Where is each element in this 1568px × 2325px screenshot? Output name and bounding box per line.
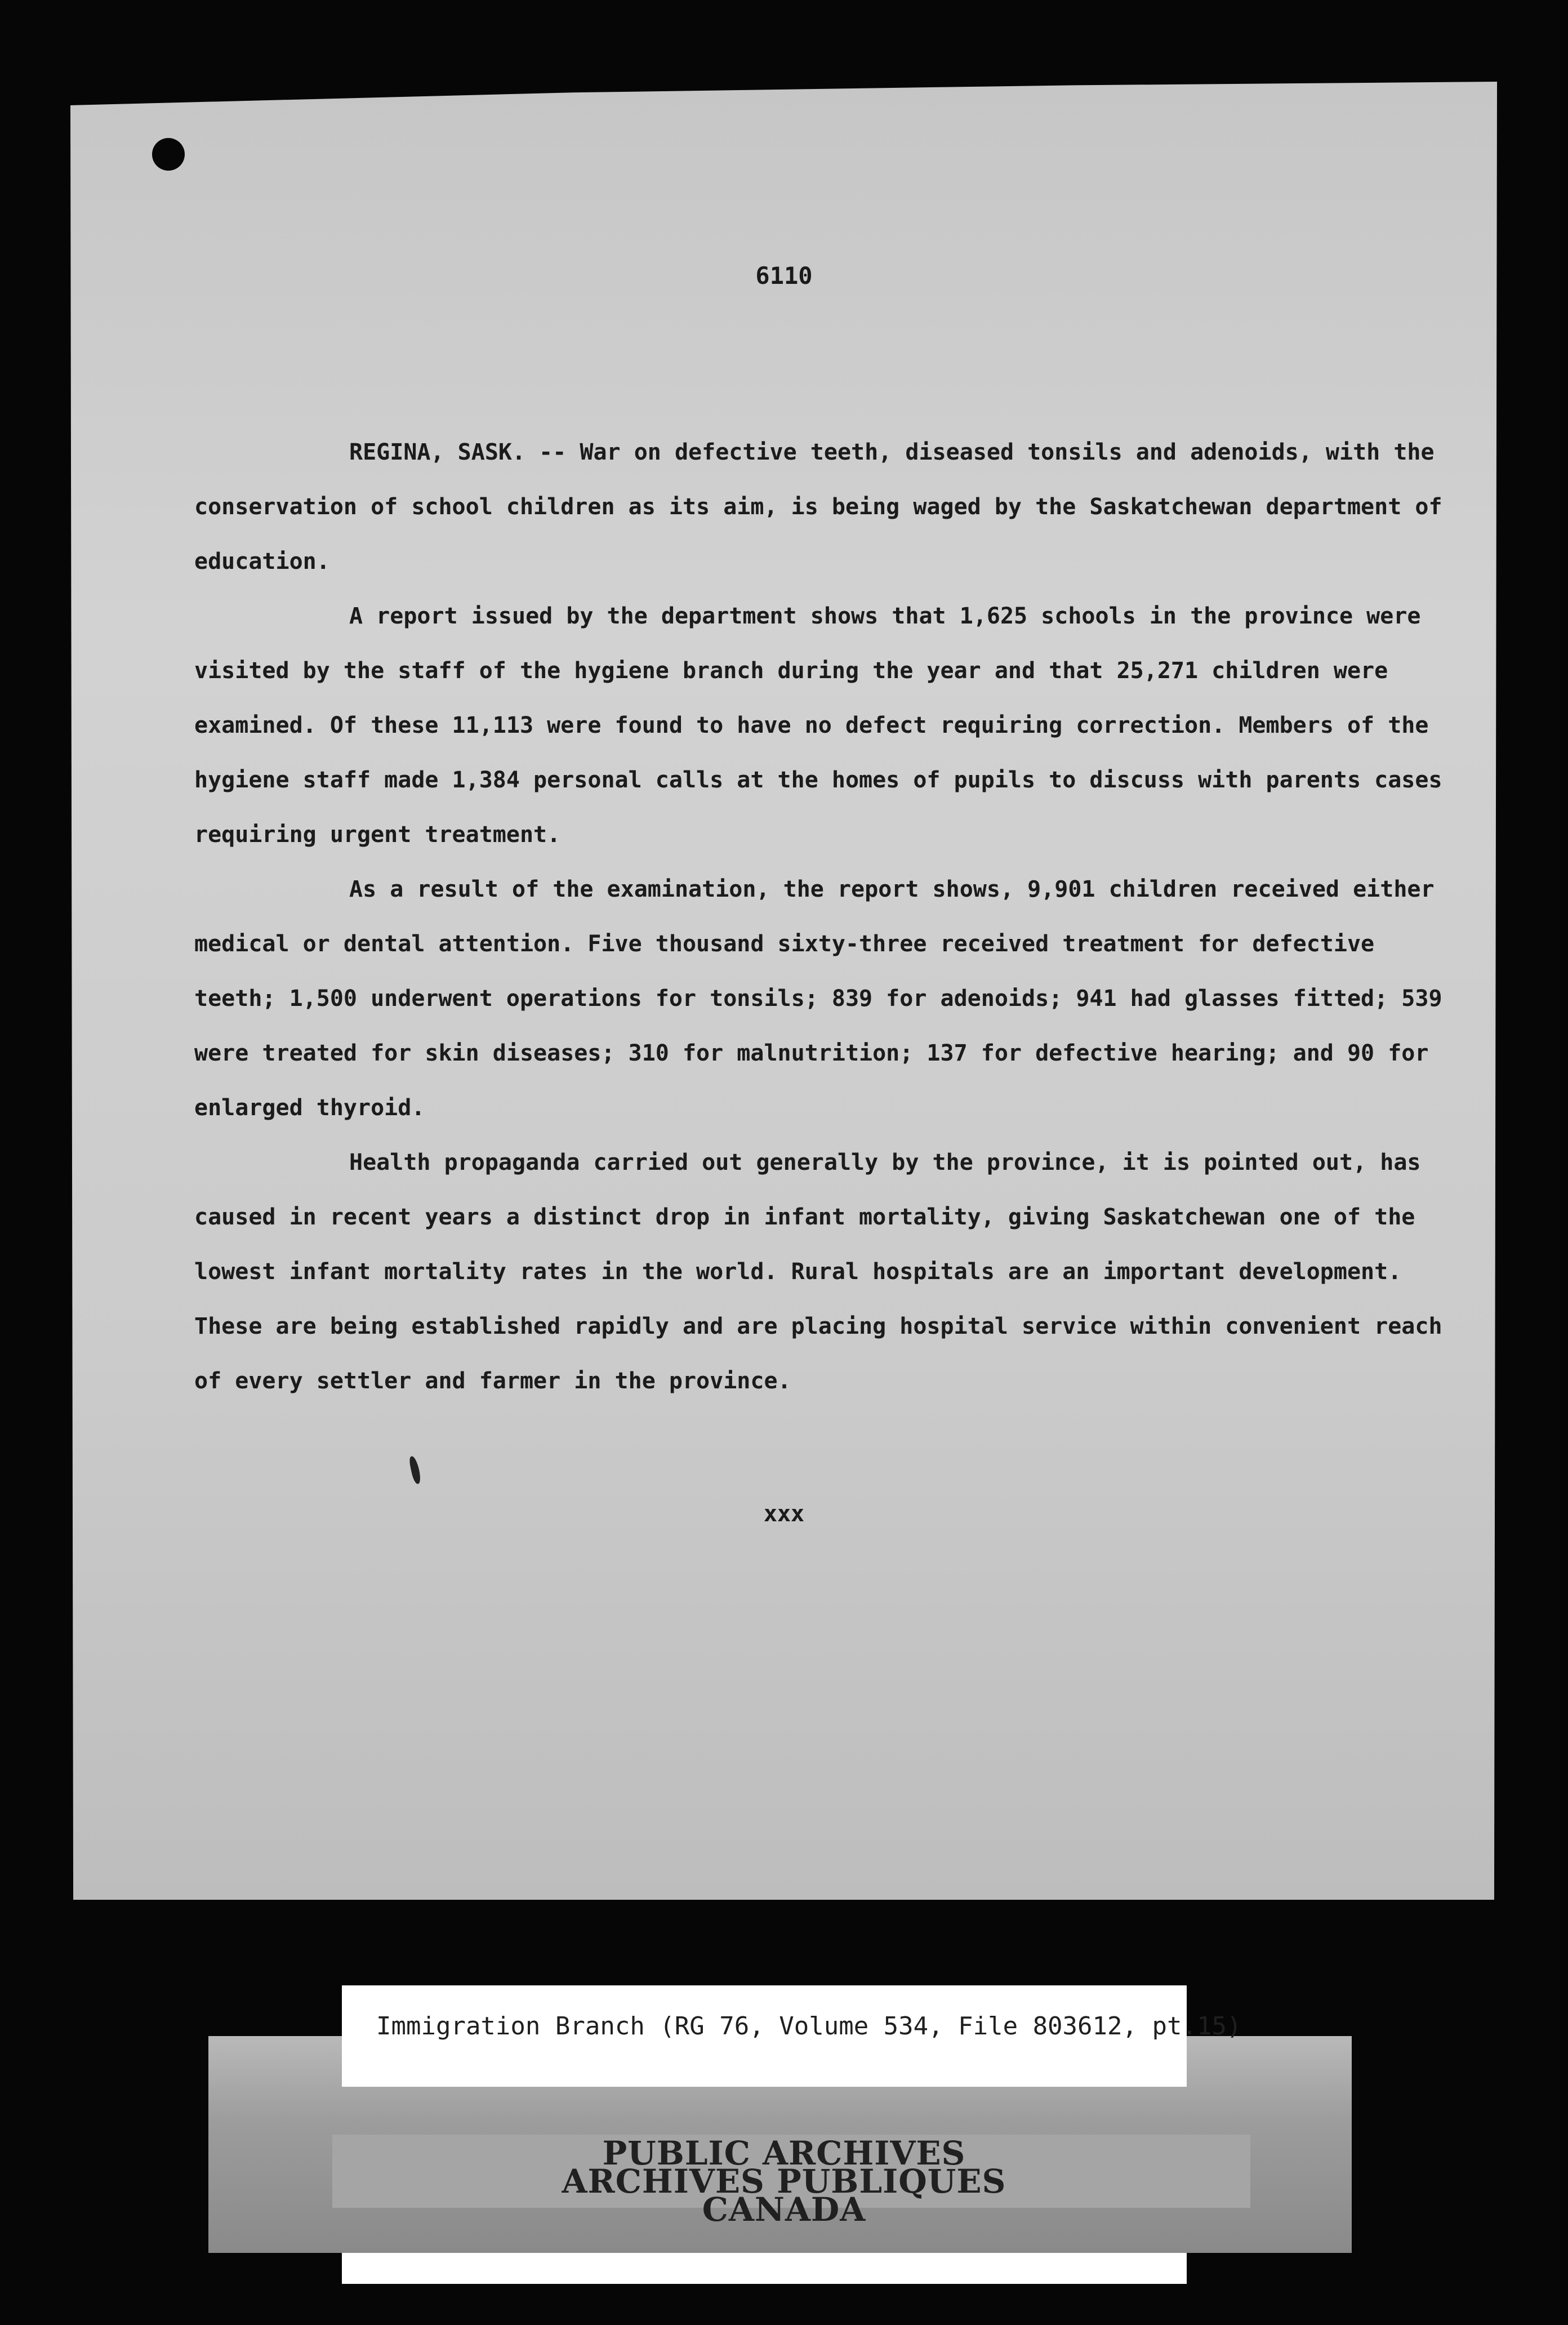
page-number: 6110 [755,262,813,289]
paragraph-4: Health propaganda carried out generally by the province, it is pointed out, has caused in recent years a distinct drop in infant mortality, giving Saskatchewan one of the lowest infant mortality rates in the world. Rural hospitals are an important development. These are being established rapidly and are placing hospital service within convenient reach of every settler and farmer in the province. [194,1150,1442,1394]
article-body [194,425,1450,1409]
paragraph-2: A report issued by the department shows that 1,625 schools in the province were visited by the staff of the hygiene branch during the year and that 25,271 children were examined. Of these 11,113 were found to have no defect requiring correction. Members of the hygiene staff made 1,384 personal calls at the homes of pupils to discuss with parents cases requiring urgent treatment. [194,603,1442,848]
punch-hole [152,138,185,171]
paragraph-3: As a result of the examination, the report shows, 9,901 children received either medical or dental attention. Five thousand sixty-three received treatment for defective teeth; 1,500 underwent operations for tonsils; 839 for adenoids; 941 had glasses fitted; 539 were treated for skin diseases; 310 for malnutrition; 137 for defective hearing; and 90 for enlarged thyroid. [194,876,1442,1121]
paragraph-1: REGINA, SASK. -- War on defective teeth, diseased tonsils and adenoids, with the conservation of school children as its aim, is being waged by the Saskatchewan department of education. [194,439,1442,574]
label-strip [342,2253,1187,2284]
end-mark: xxx [763,1501,805,1527]
archives-stamp [0,2134,1568,2229]
archive-reference: Immigration Branch (RG 76, Volume 534, File 803612, pt.15) [376,2012,1242,2041]
stamp-line-3: CANADA [702,2190,866,2229]
stamp-line-1: PUBLIC ARCHIVES [602,2134,966,2172]
stamp-line-2: ARCHIVES PUBLIQUES [562,2162,1006,2201]
